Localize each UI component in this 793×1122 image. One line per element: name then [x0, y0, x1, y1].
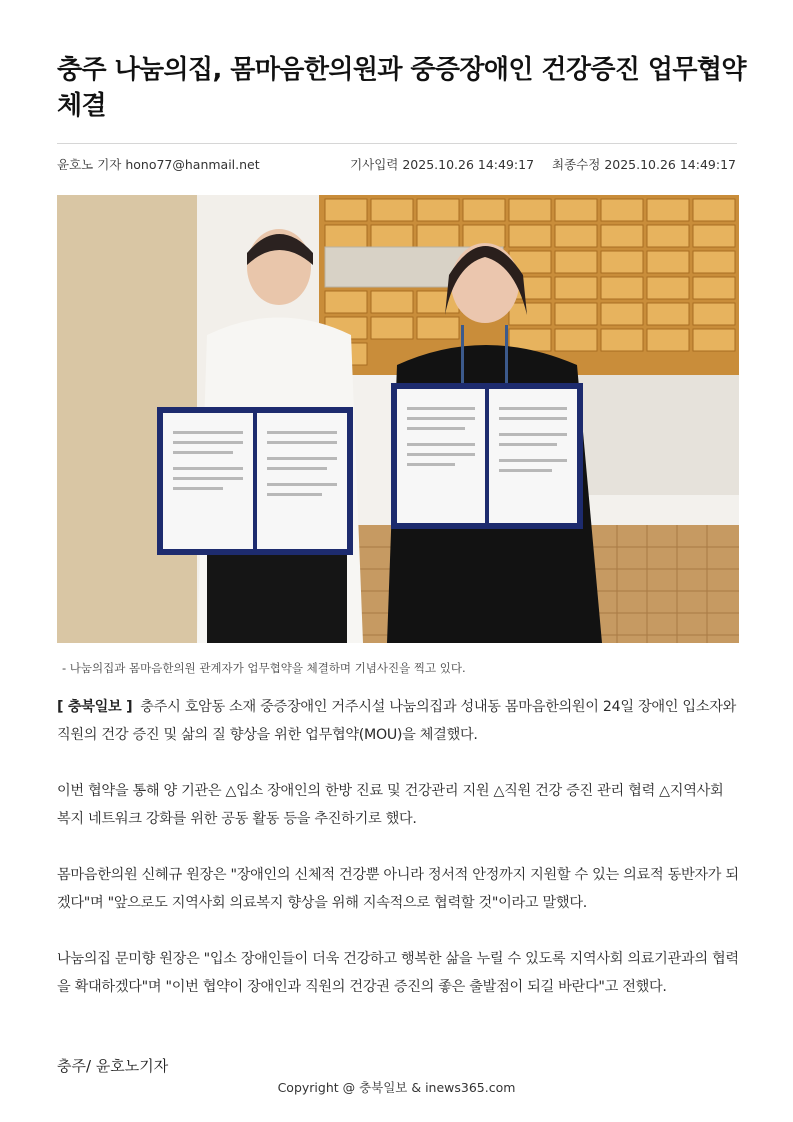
paragraph-text: 충주시 호암동 소재 중증장애인 거주시설 나눔의집과 성내동 몸마음한의원이 24일 장애인 입소자와 직원의 건강 증진 및 삶의 질 향상을 위한 업무협약(MOU)을 체결했다. — [57, 699, 737, 743]
copyright-notice: Copyright @ 충북일보 & inews365.com — [277, 1080, 516, 1095]
article-paragraph — [57, 693, 741, 749]
article-paragraph: 이번 협약을 통해 양 기관은 △입소 장애인의 한방 진료 및 건강관리 지원 △직원 건강 증진 관리 협력 △지역사회 복지 네트워크 강화를 위한 공동 활동 등을 추진하기로 했다. — [57, 783, 724, 827]
published-date: 2025.10.26 14:49:17 — [402, 157, 535, 172]
photo-caption: - 나눔의집과 몸마음한의원 관계자가 업무협약을 체결하며 기념사진을 찍고 있다. — [62, 661, 466, 675]
article-paragraph: 몸마음한의원 신혜규 원장은 "장애인의 신체적 건강뿐 아니라 정서적 안정까지 지원할 수 있는 의료적 동반자가 되 겠다"며 "앞으로도 지역사회 의료복지 향상을 위해 지속적으로 협력할 것"이라고 말했다. — [57, 867, 739, 911]
article-headline: 충주 나눔의집, 몸마음한의원과 중증장애인 건강증진 업무협약 체결 — [57, 55, 746, 121]
source-tag: [ 충북일보 ] — [57, 699, 133, 715]
photo-illustration — [57, 195, 739, 643]
header-divider — [57, 143, 737, 144]
byline: 윤호노 기자 hono77@hanmail.net — [57, 157, 260, 172]
article-dates — [350, 155, 736, 173]
updated-label: 최종수정 — [552, 157, 601, 172]
article-photo — [57, 195, 739, 643]
article-body — [57, 693, 741, 1001]
reporter-signoff: 충주/ 윤호노기자 — [57, 1057, 169, 1075]
article-paragraph: 나눔의집 문미향 원장은 "입소 장애인들이 더욱 건강하고 행복한 삶을 누릴 수 있도록 지역사회 의료기관과의 협력 을 확대하겠다"며 "이번 협약이 장애인과 직원의 건강권 증진의 좋은 출발점이 되길 바란다"고 전했다. — [57, 951, 739, 995]
published-label: 기사입력 — [350, 157, 399, 172]
updated-date: 2025.10.26 14:49:17 — [604, 157, 736, 172]
